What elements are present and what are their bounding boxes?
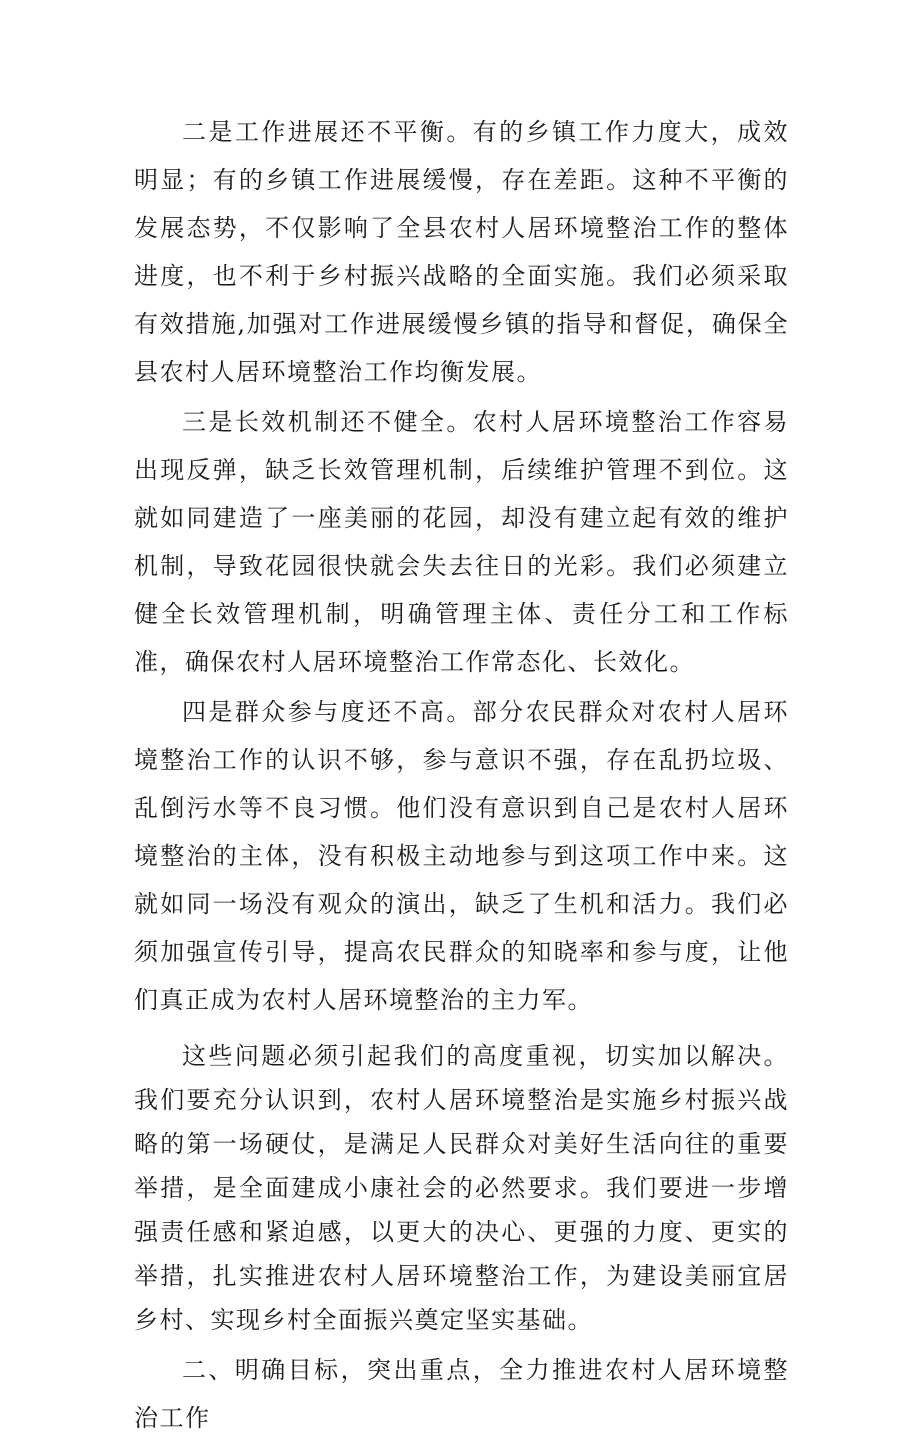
paragraph-long-term-mechanism: 三是长效机制还不健全。农村人居环境整治工作容易出现反弹，缺乏长效管理机制，后续维护管理不到位。这就如同建造了一座美丽的花园，却没有建立起有效的维护机制，导致花园很快就会失去往日的光彩。我们必须建立健全长效管理机制，明确管理主体、责任分工和工作标准，确保农村人居环境整治工作常态化、长效化。 [134, 408, 789, 676]
paragraph-public-participation: 四是群众参与度还不高。部分农民群众对农村人居环境整治工作的认识不够，参与意识不强，存在乱扔垃圾、乱倒污水等不良习惯。他们没有意识到自己是农村人居环境整治的主体，没有积极主动地参与到这项工作中来。这就如同一场没有观众的演出，缺乏了生机和活力。我们必须加强宣传引导，提高农民群众的知晓率和参与度，让他们真正成为农村人居环境整治的主力军。 [134, 698, 789, 1014]
paragraph-unbalanced-progress: 二是工作进展还不平衡。有的乡镇工作力度大，成效明显；有的乡镇工作进展缓慢，存在差距。这种不平衡的发展态势，不仅影响了全县农村人居环境整治工作的整体进度，也不利于乡村振兴战略的全面实施。我们必须采取有效措施,加强对工作进展缓慢乡镇的指导和督促，确保全县农村人居环境整治工作均衡发展。 [134, 118, 789, 386]
section-heading: 二、明确目标，突出重点，全力推进农村人居环境整治工作 [134, 1356, 789, 1432]
paragraph-summary: 这些问题必须引起我们的高度重视，切实加以解决。我们要充分认识到，农村人居环境整治是实施乡村振兴战略的第一场硬仗，是满足人民群众对美好生活向往的重要举措，是全面建成小康社会的必然要求。我们要进一步增强责任感和紧迫感，以更大的决心、更强的力度、更实的举措，扎实推进农村人居环境整治工作，为建设美丽宜居乡村、实现乡村全面振兴奠定坚实基础。 [134, 1042, 789, 1334]
document-body [134, 108, 789, 1442]
